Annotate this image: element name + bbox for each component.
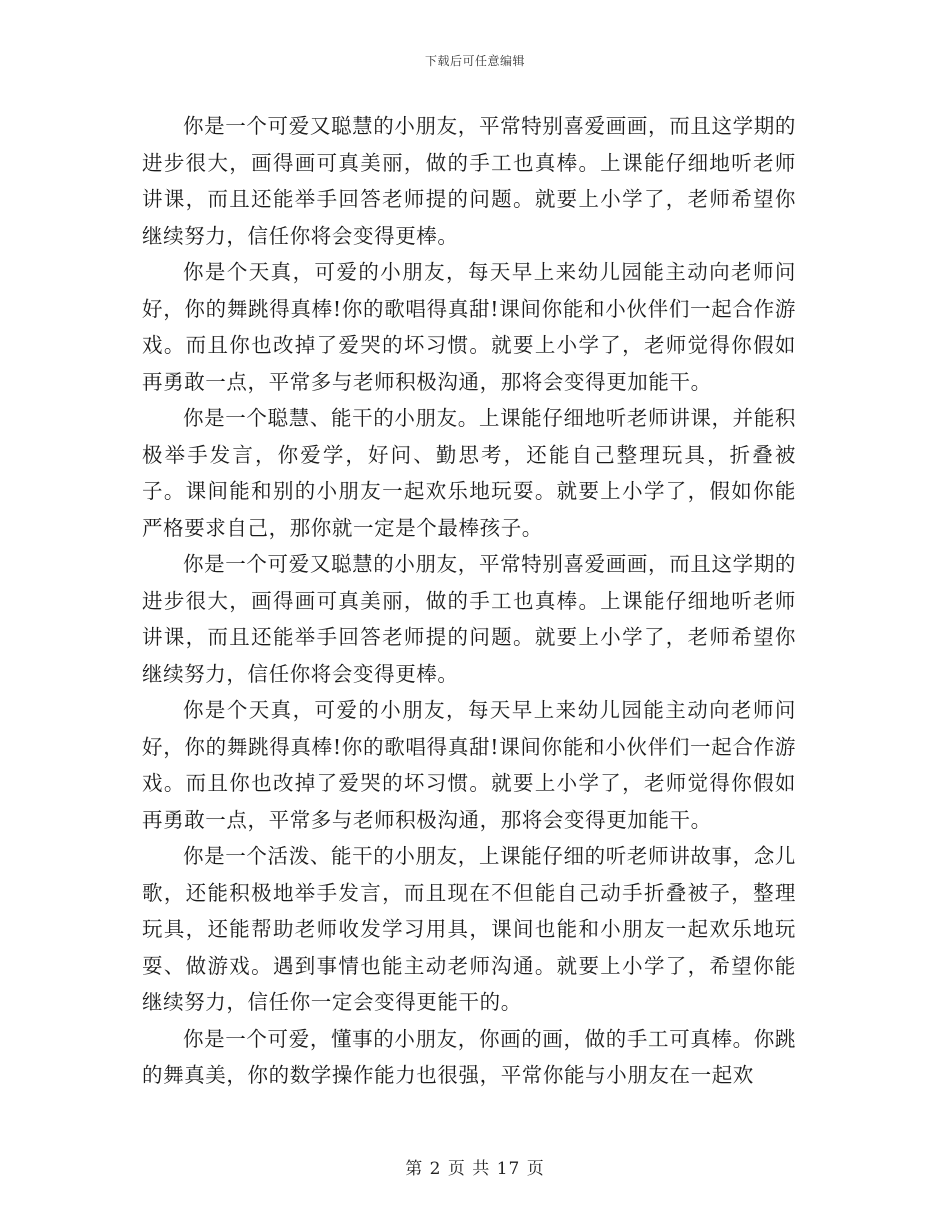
paragraph: 你是一个可爱又聪慧的小朋友，平常特别喜爱画画，而且这学期的进步很大，画得画可真美丽，做的手工也真棒。上课能仔细地听老师讲课，而且还能举手回答老师提的问题。就要上小学了，老师希望你继续努力，信任你将会变得更棒。 (142, 114, 796, 248)
paragraph: 你是一个可爱，懂事的小朋友，你画的画，做的手工可真棒。你跳的舞真美，你的数学操作能力也很强，平常你能与小朋友在一起欢 (142, 1026, 796, 1087)
paragraph: 你是个天真，可爱的小朋友，每天早上来幼儿园能主动向老师问好，你的舞跳得真棒!你的歌唱得真甜!课间你能和小伙伴们一起合作游戏。而且你也改掉了爱哭的坏习惯。就要上小学了，老师觉得你假如再勇敢一点，平常多与老师积极沟通，那将会变得更加能干。 (142, 698, 796, 832)
body-text (142, 108, 796, 1094)
page-number-footer: 第 2 页 共 17 页 (405, 1159, 545, 1179)
paragraph: 你是一个可爱又聪慧的小朋友，平常特别喜爱画画，而且这学期的进步很大，画得画可真美丽，做的手工也真棒。上课能仔细地听老师讲课，而且还能举手回答老师提的问题。就要上小学了，老师希望你继续努力，信任你将会变得更棒。 (142, 552, 796, 686)
paragraph: 你是个天真，可爱的小朋友，每天早上来幼儿园能主动向老师问好，你的舞跳得真棒!你的歌唱得真甜!课间你能和小伙伴们一起合作游戏。而且你也改掉了爱哭的坏习惯。就要上小学了，老师觉得你假如再勇敢一点，平常多与老师积极沟通，那将会变得更加能干。 (142, 260, 796, 394)
paragraph: 你是一个活泼、能干的小朋友，上课能仔细的听老师讲故事，念儿歌，还能积极地举手发言，而且现在不但能自己动手折叠被子，整理玩具，还能帮助老师收发学习用具，课间也能和小朋友一起欢乐地玩耍、做游戏。遇到事情也能主动老师沟通。就要上小学了，希望你能继续努力，信任你一定会变得更能干的。 (142, 844, 796, 1014)
header-note: 下载后可任意编辑 (424, 54, 525, 68)
paragraph: 你是一个聪慧、能干的小朋友。上课能仔细地听老师讲课，并能积极举手发言，你爱学，好问、勤思考，还能自己整理玩具，折叠被子。课间能和别的小朋友一起欢乐地玩耍。就要上小学了，假如你能严格要求自己，那你就一定是个最棒孩子。 (142, 406, 796, 540)
